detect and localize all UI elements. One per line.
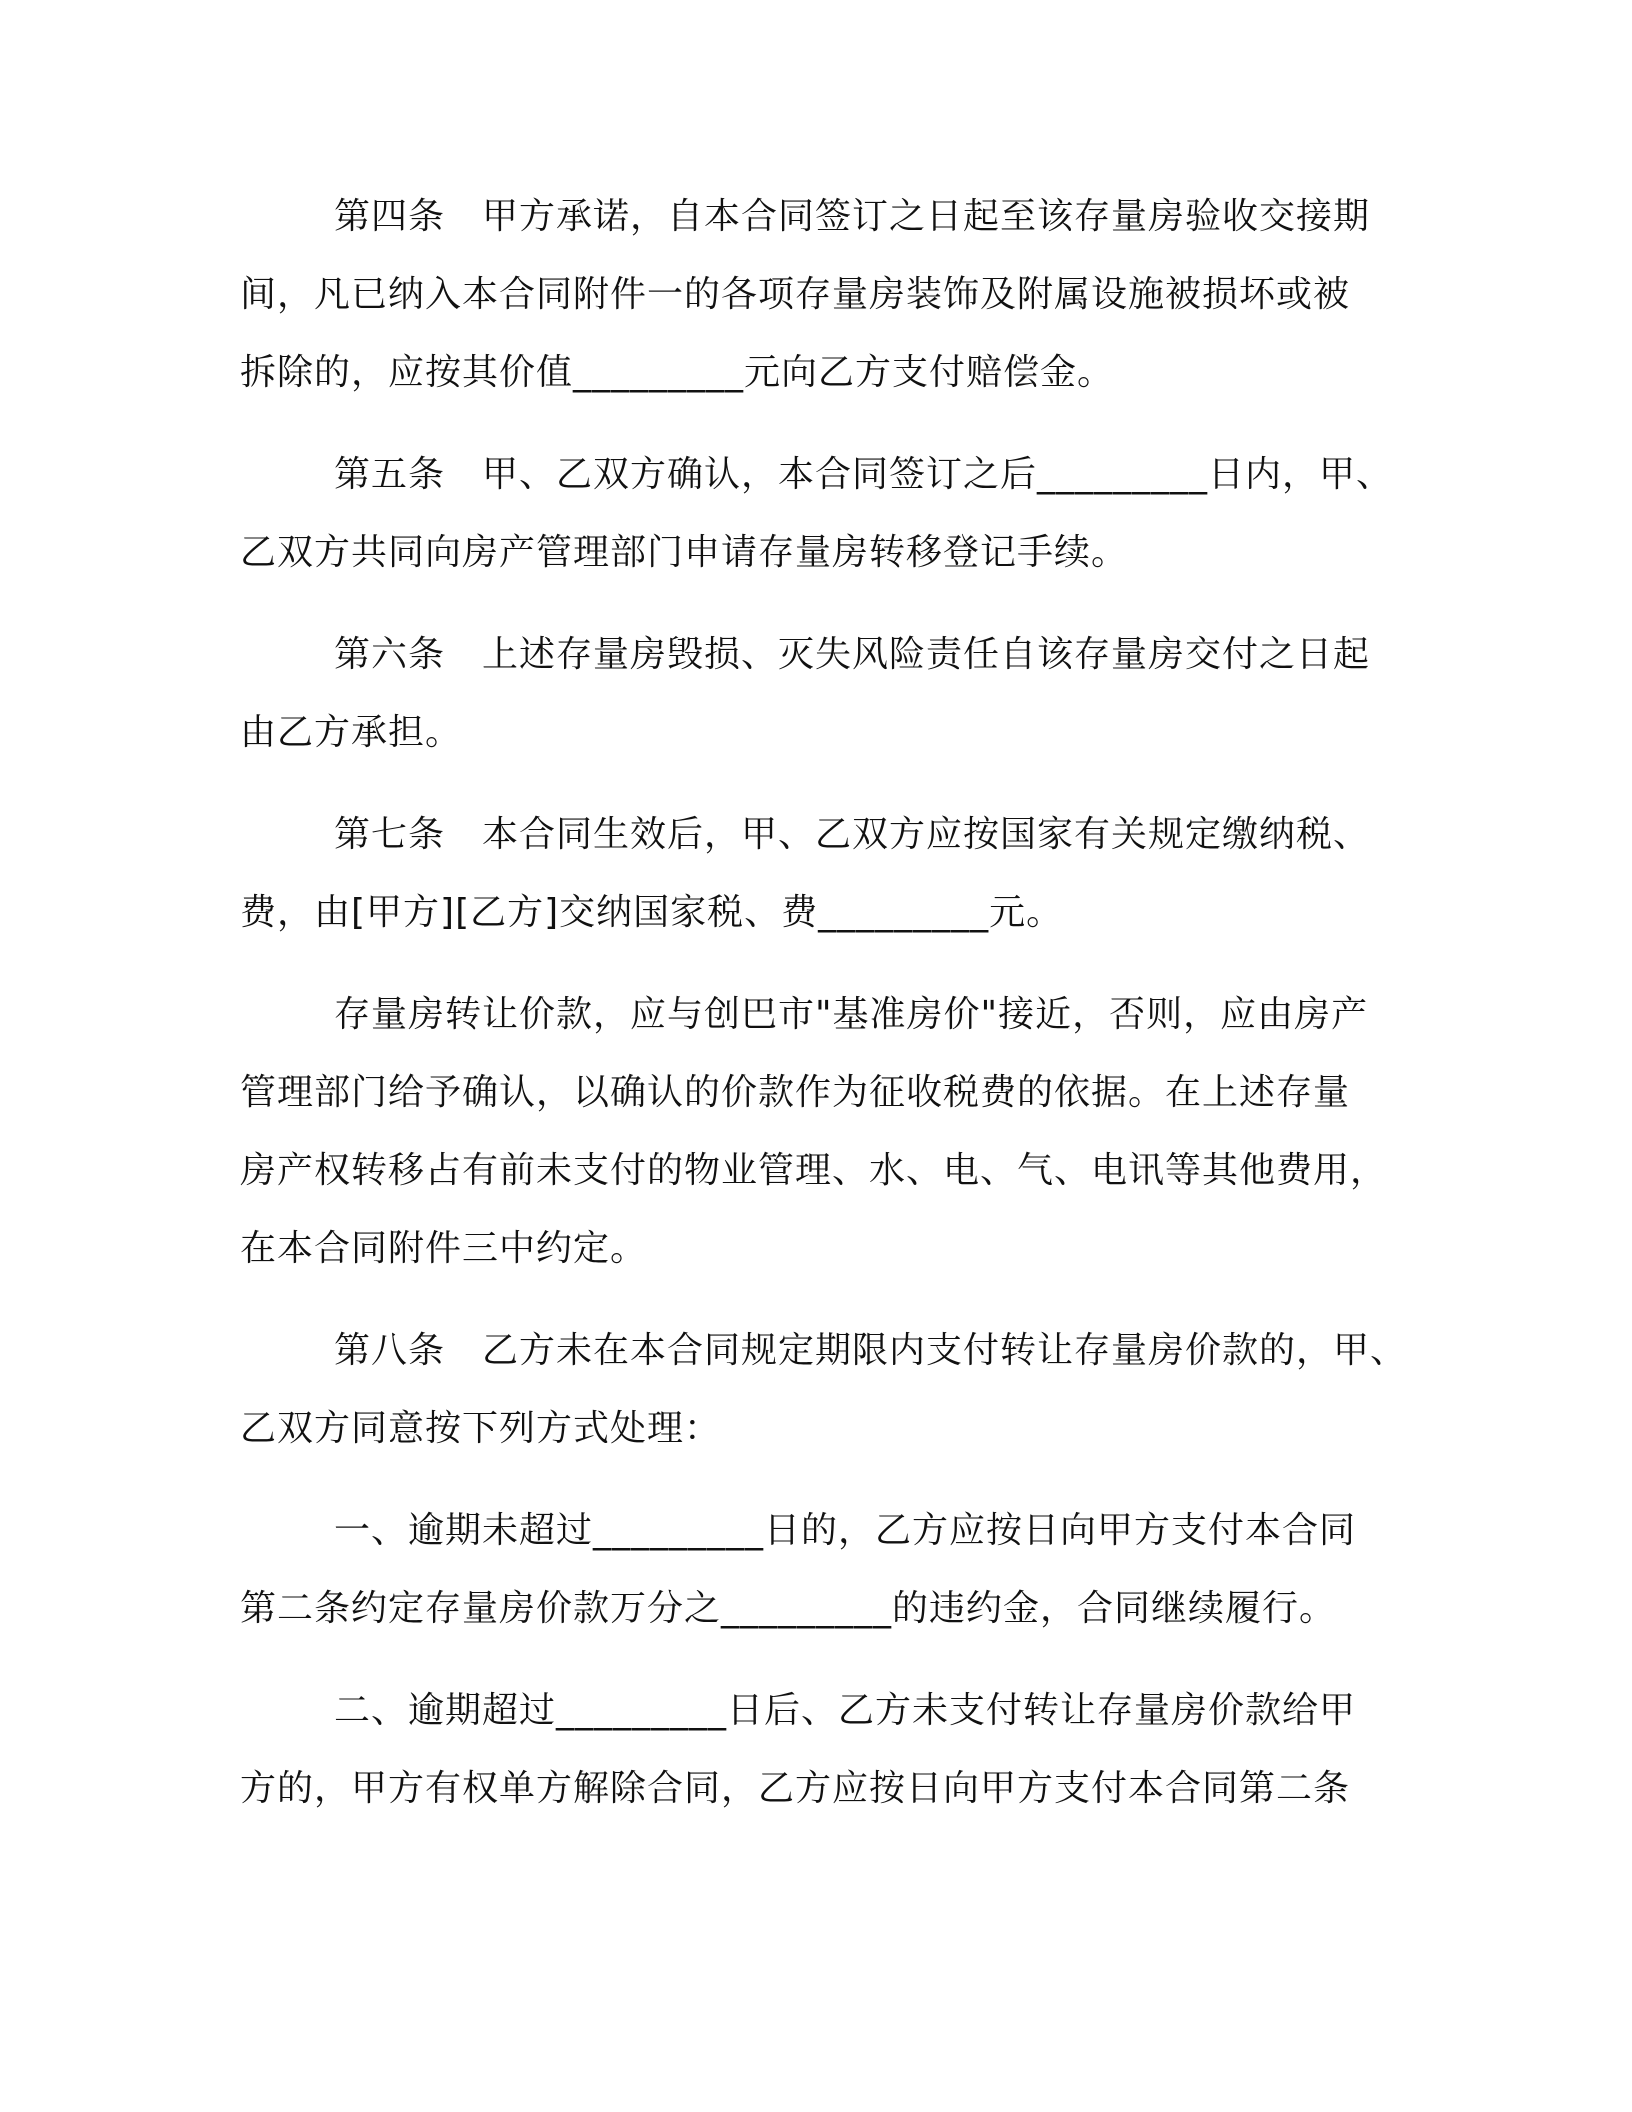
- clause-8-paragraph: [240, 1312, 1408, 1468]
- transfer-price-paragraph: [240, 976, 1400, 1288]
- text-line: 乙双方同意按下列方式处理：: [240, 1408, 722, 1449]
- item-2-paragraph: [240, 1672, 1400, 1828]
- clause-7-paragraph: [240, 796, 1400, 952]
- text-line: 第七条 本合同生效后，甲、乙双方应按国家有关规定缴纳税、: [334, 814, 1371, 855]
- item-1-paragraph: [240, 1492, 1400, 1648]
- text-line: 房产权转移占有前未支付的物业管理、水、电、气、电讯等其他费用，: [240, 1150, 1388, 1191]
- text-line: 一、逾期未超过_________日的，乙方应按日向甲方支付本合同: [334, 1510, 1357, 1551]
- text-line: 管理部门给予确认，以确认的价款作为征收税费的依据。在上述存量: [240, 1072, 1351, 1113]
- text-line: 二、逾期超过_________日后、乙方未支付转让存量房价款给甲: [334, 1690, 1357, 1731]
- text-line: 第八条 乙方未在本合同规定期限内支付转让存量房价款的，甲、: [334, 1330, 1408, 1371]
- clause-5-paragraph: [240, 436, 1400, 592]
- text-line: 第六条 上述存量房毁损、灭失风险责任自该存量房交付之日起: [334, 634, 1371, 675]
- text-line: 方的，甲方有权单方解除合同，乙方应按日向甲方支付本合同第二条: [240, 1768, 1351, 1809]
- text-line: 存量房转让价款，应与创巴市"基准房价"接近，否则，应由房产: [334, 994, 1369, 1035]
- text-line: 拆除的，应按其价值_________元向乙方支付赔偿金。: [240, 352, 1115, 393]
- clause-6-paragraph: [240, 616, 1400, 772]
- text-line: 由乙方承担。: [240, 712, 463, 753]
- text-line: 第四条 甲方承诺，自本合同签订之日起至该存量房验收交接期: [334, 196, 1371, 237]
- clause-4-paragraph: [240, 178, 1400, 412]
- text-line: 第五条 甲、乙双方确认，本合同签订之后_________日内，甲、: [334, 454, 1394, 495]
- text-line: 乙双方共同向房产管理部门申请存量房转移登记手续。: [240, 532, 1129, 573]
- text-line: 间，凡已纳入本合同附件一的各项存量房装饰及附属设施被损坏或被: [240, 274, 1351, 315]
- text-line: 费，由[甲方][乙方]交纳国家税、费_________元。: [240, 892, 1064, 933]
- text-line: 在本合同附件三中约定。: [240, 1228, 648, 1269]
- text-line: 第二条约定存量房价款万分之_________的违约金，合同继续履行。: [240, 1588, 1337, 1629]
